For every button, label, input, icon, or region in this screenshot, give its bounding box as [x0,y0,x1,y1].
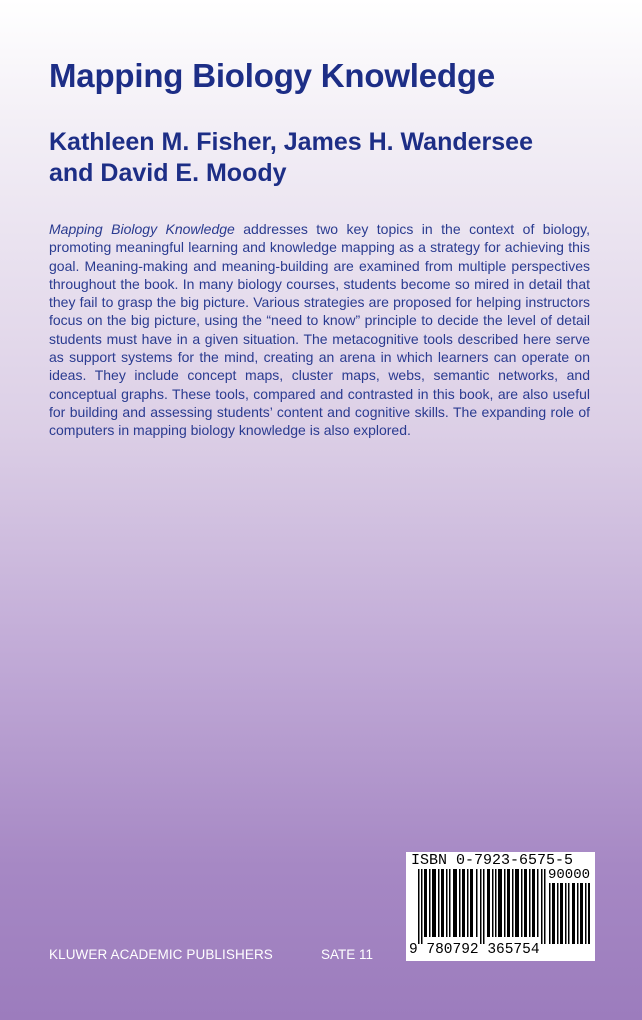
barcode-bars-icon [418,869,546,944]
isbn-barcode [406,852,595,961]
authors-line-2: and David E. Moody [49,159,287,187]
description-book-title: Mapping Biology Knowledge [49,221,235,237]
book-description [49,220,590,440]
isbn-label: ISBN 0-7923-6575-5 [411,852,574,869]
barcode-addon-bars-icon [549,883,591,944]
ean-number: 9 780792 365754 [409,942,540,958]
book-title: Mapping Biology Knowledge [49,57,495,94]
description-text: addresses two key topics in the context of biology, promoting meaningful learning and knowledge mapping as a strategy for achieving this goal. Meaning-making and meaning-building are examined from multiple perspectives throughout the book. In many biology courses, students become so mired in detail that they fail to grasp the big picture. Various strategies are proposed for helping instructors focus on the big picture, using the “need to know” principle to decide the level of detail students must have in a given situation. The metacognitive tools described here serve as support systems for the mind, creating an arena in which learners can operate on ideas. They include concept maps, cluster maps, webs, semantic networks, and conceptual graphs. These tools, compared and contrasted in this book, are also useful for building and assessing students’ content and cognitive skills. The expanding role of computers in mapping biology knowledge is also explored. [49,221,590,439]
authors-line-1: Kathleen M. Fisher, James H. Wandersee [49,128,533,156]
authors [49,127,609,189]
series-code: SATE 11 [321,947,374,962]
barcode-addon-number: 90000 [548,867,591,883]
publisher-name: KLUWER ACADEMIC PUBLISHERS [49,947,273,962]
